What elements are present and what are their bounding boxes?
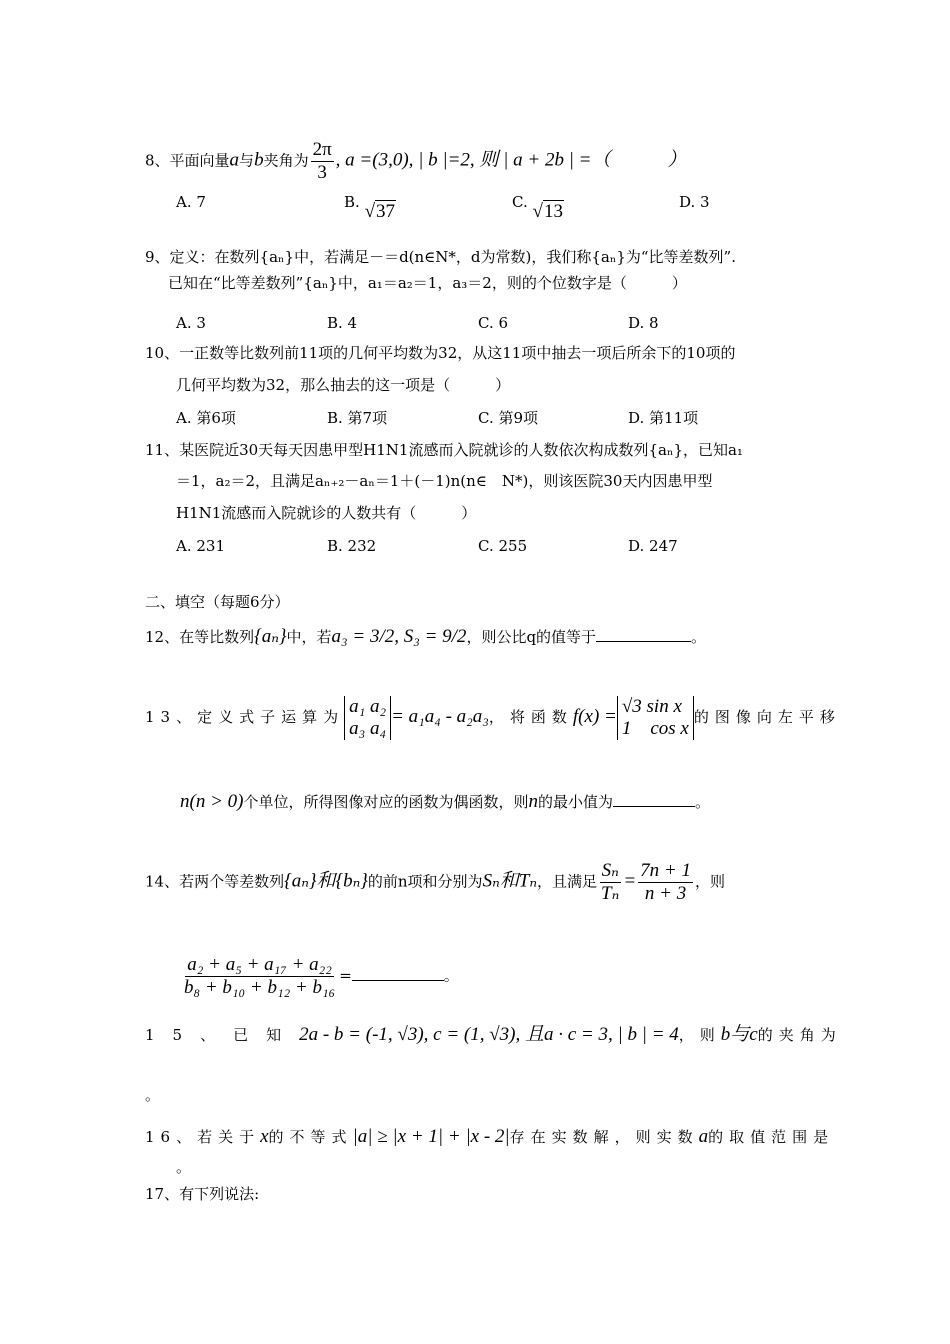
q11-line-3: H1N1流感而入院就诊的人数共有（ ） — [176, 504, 477, 522]
q11-line-1: 11、某医院近30天每天因患甲型H1N1流感而入院就诊的人数依次构成数列{aₙ}，已知a₁ — [145, 441, 743, 459]
q13-line-2: n(n > 0)个单位，所得图像对应的函数为偶函数，则n的最小值为 。 — [180, 791, 711, 812]
q11-option-c[interactable]: C. 255 — [478, 537, 528, 555]
q13-det-def: a₁ a₂ a₃ a₄ — [344, 696, 391, 740]
q9-line-1: 9、定义：在数列{aₙ}中，若满足－＝d(n∈N*，d为常数)，我们称{aₙ}为“比等差数列”. — [145, 248, 736, 266]
q9-option-b[interactable]: B. 4 — [327, 314, 358, 332]
q8-tail: , a =(3,0), | b |=2, 则 | a + 2b | =（ ） — [335, 149, 687, 171]
q8-vec-b: b — [254, 149, 264, 171]
q14-line-2: $\frac{\text{a₂ + a₅ + a₁₇ + a₂₂}}{\text{b₈ + b₁₀ + b₁₂ + b₁₆}}$ = 。 — [184, 954, 459, 998]
question-12: 12、在等比数列{aₙ}中，若a₃ = 3/2, S₃ = 9/2，则公比q的值等于 。 — [145, 626, 707, 647]
q9-line-2: 已知在“比等差数列”{aₙ}中，a₁＝a₂＝1，a₃＝2，则的个位数字是（ ） — [168, 274, 687, 292]
q15-end: 。 — [145, 1086, 161, 1104]
q8-option-d[interactable]: D. 3 — [679, 193, 710, 211]
q14-sums: Sₙ和Tₙ — [482, 870, 538, 892]
q8-option-a[interactable]: A. 7 — [176, 193, 206, 211]
q12-expr: a₃ = 3/2, S₃ = 9/2 — [331, 626, 467, 647]
q14-expr: $\frac{\text{a₂ + a₅ + a₁₇ + a₂₂}}{\text{b₈ + b₁₀ + b₁₂ + b₁₆}}$ — [184, 954, 336, 998]
q15-expr: 2a - b = (-1, √3), c = (1, √3), 且a · c = 3, | b | = 4 — [299, 1024, 679, 1045]
q10-option-d[interactable]: D. 第11项 — [628, 409, 699, 427]
q8-angle-text: 夹角为 — [263, 151, 309, 170]
q14-seqs: {aₙ}和{bₙ} — [284, 870, 368, 892]
q13-det-func: √3 sin x 1 cos x — [617, 696, 694, 740]
question-8 — [145, 139, 687, 184]
q10-option-b[interactable]: B. 第7项 — [327, 409, 388, 427]
q13-def-rhs: = a₁a₄ - a₂a₃ — [391, 706, 489, 727]
q14-rhs: $\frac{7n + 1}{n + 3}$ — [640, 860, 691, 904]
question-16: 16、若关于x的不等式|a| ≥ |x + 1| + |x - 2|存在实数解，则实数a的取值范围是 — [145, 1126, 835, 1147]
q13-func: f(x) = — [572, 706, 617, 727]
question-17: 17、有下列说法: — [145, 1185, 260, 1203]
q9-option-a[interactable]: A. 3 — [176, 314, 206, 332]
q11-line-2: ＝1，a₂＝2，且满足aₙ₊₂－aₙ＝1＋(－1)n(n∈ N*)，则该医院30天内因患甲型 — [176, 472, 713, 490]
q10-option-c[interactable]: C. 第9项 — [478, 409, 539, 427]
q8-mid: 与 — [239, 151, 255, 170]
q13-n-condition: n(n > 0) — [180, 791, 244, 812]
q8-label: 8、平面向量 — [145, 151, 230, 170]
q15-pair: b与c — [720, 1024, 758, 1045]
q11-option-a[interactable]: A. 231 — [176, 537, 225, 555]
q14-ratio: $\frac{\text{Sₙ}}{\text{Tₙ}}$ — [601, 860, 620, 904]
question-13: 13、定义式子运算为 a₁ a₂ a₃ a₄= a₁a₄ - a₂a₃，将函数f(x) = √3 sin x 1 cos x的图像向左平移 — [145, 696, 841, 739]
q12-answer-blank[interactable] — [596, 641, 691, 642]
q11-option-d[interactable]: D. 247 — [628, 537, 678, 555]
q9-option-d[interactable]: D. 8 — [628, 314, 659, 332]
q13-answer-blank[interactable] — [613, 806, 695, 807]
q12-seq: {aₙ} — [254, 626, 287, 647]
q11-option-b[interactable]: B. 232 — [327, 537, 377, 555]
q8-vec-a: a — [229, 149, 240, 171]
q8-angle-frac: $\frac{2\pi}{3}$ — [312, 139, 332, 183]
question-15: 15、已知2a - b = (-1, √3), c = (1, √3), 且a · c = 3, | b | = 4，则b与c的夹角为 — [145, 1024, 842, 1045]
q8-option-b[interactable]: B. √37 — [344, 193, 396, 222]
q10-option-a[interactable]: A. 第6项 — [176, 409, 236, 427]
q8-option-c-value: 13 — [543, 201, 563, 222]
q16-ineq: |a| ≥ |x + 1| + |x - 2| — [352, 1126, 510, 1147]
q8-option-c[interactable]: C. √13 — [512, 193, 563, 222]
question-14: 14、若两个等差数列{aₙ}和{bₙ}的前n项和分别为Sₙ和Tₙ，且满足 $\frac{\text{Sₙ}}{\text{Tₙ}}$ = $\frac{7n + 1}{n + 3}$ ，则 — [145, 860, 725, 904]
q16-end: 。 — [176, 1158, 192, 1176]
q9-option-c[interactable]: C. 6 — [478, 314, 509, 332]
q10-line-1: 10、一正数等比数列前11项的几何平均数为32，从这11项中抽去一项后所余下的10项的 — [145, 344, 736, 362]
q10-line-2: 几何平均数为32，那么抽去的这一项是（ ） — [176, 376, 511, 394]
section-2-title: 二、填空（每题6分） — [145, 593, 290, 611]
q8-option-b-value: 37 — [376, 201, 396, 222]
q14-answer-blank[interactable] — [352, 980, 444, 981]
